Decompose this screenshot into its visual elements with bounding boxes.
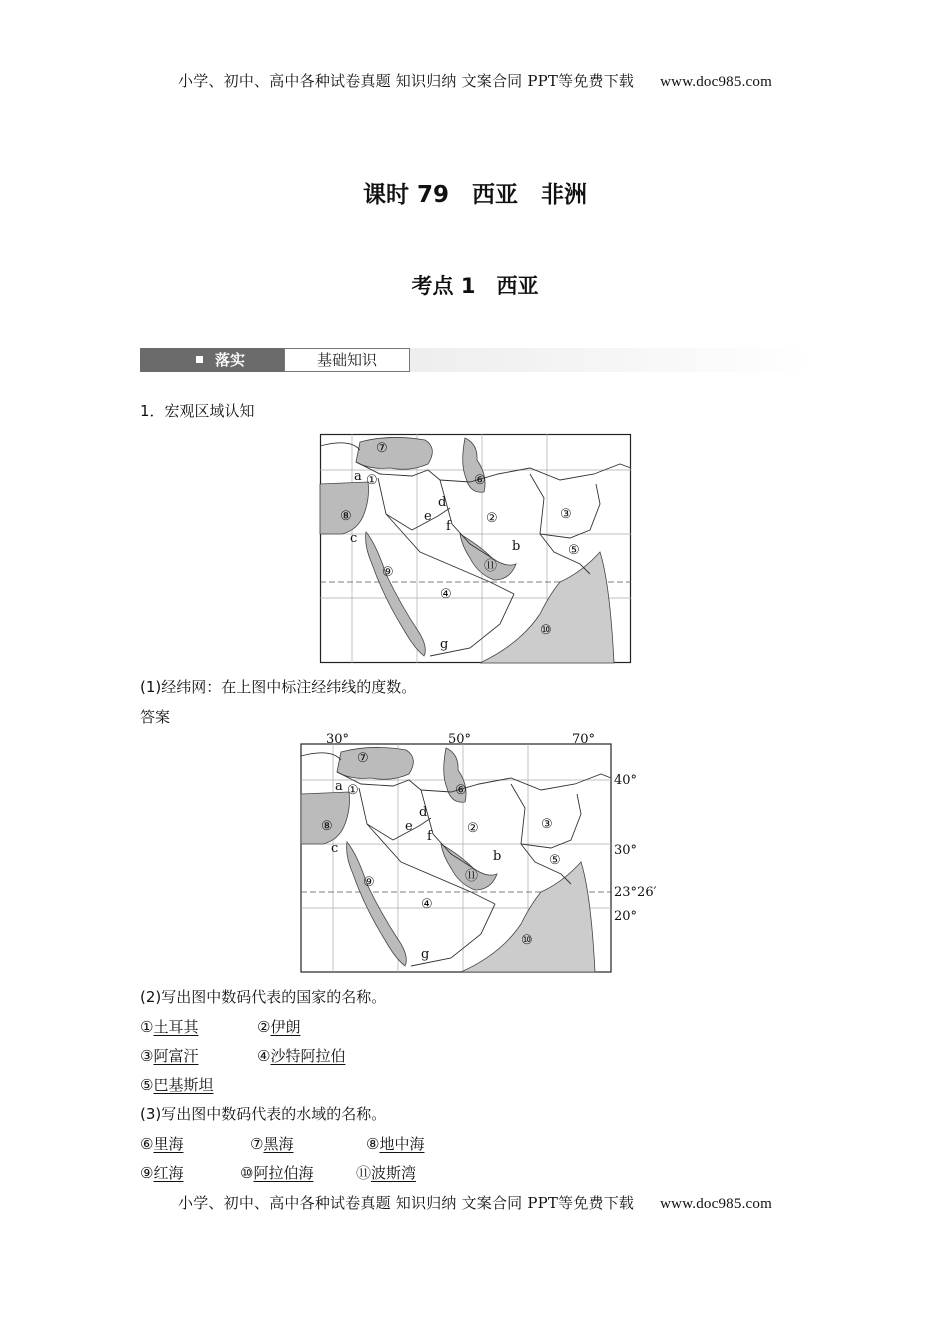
water-6: ⑥里海 <box>140 1135 184 1153</box>
west-asia-map <box>320 434 631 663</box>
page-title: 课时 79 西亚 非洲 <box>362 182 587 208</box>
svg-text:⑧: ⑧ <box>340 509 352 524</box>
section-banner <box>140 348 810 372</box>
header-url[interactable]: www.doc985.com <box>660 74 772 90</box>
svg-text:a: a <box>335 779 343 794</box>
section-title: 考点 1 西亚 <box>411 274 539 298</box>
svg-text:c: c <box>331 841 339 856</box>
svg-text:⑨: ⑨ <box>382 565 394 580</box>
water-8: ⑧地中海 <box>366 1135 425 1153</box>
lat-30: 30° <box>614 843 638 858</box>
svg-text:d: d <box>419 805 428 820</box>
page-header <box>0 70 950 91</box>
svg-text:b: b <box>493 849 502 864</box>
country-4: ④沙特阿拉伯 <box>257 1047 346 1065</box>
svg-text:⑤: ⑤ <box>568 543 580 558</box>
country-5: ⑤巴基斯坦 <box>140 1076 214 1094</box>
lon-50: 50° <box>448 732 472 747</box>
svg-text:e: e <box>424 509 432 524</box>
svg-text:e: e <box>405 819 413 834</box>
question-3: (3)写出图中数码代表的水域的名称。 <box>140 1105 387 1123</box>
svg-text:g: g <box>440 637 449 652</box>
svg-text:f: f <box>427 829 432 844</box>
page-footer <box>0 1192 950 1213</box>
question-1: (1)经纬网：在上图中标注经纬线的度数。 <box>140 678 417 696</box>
svg-text:c: c <box>350 531 358 546</box>
svg-text:⑩: ⑩ <box>521 933 533 948</box>
svg-text:④: ④ <box>421 897 433 912</box>
svg-text:⑪: ⑪ <box>484 559 498 574</box>
svg-text:⑥: ⑥ <box>474 473 486 488</box>
lat-tropic: 23°26′ <box>614 885 657 900</box>
answer-map <box>300 732 657 972</box>
svg-text:⑦: ⑦ <box>357 751 369 766</box>
banner-light: 基础知识 <box>284 348 410 372</box>
svg-text:③: ③ <box>560 507 572 522</box>
svg-text:⑤: ⑤ <box>549 853 561 868</box>
banner-dark <box>140 348 284 372</box>
svg-text:⑦: ⑦ <box>376 441 388 456</box>
water-11: ⑪波斯湾 <box>356 1164 417 1182</box>
svg-text:f: f <box>446 519 451 534</box>
header-text: 小学、初中、高中各种试卷真题 知识归纳 文案合同 PPT等免费下载 <box>178 72 635 90</box>
svg-text:②: ② <box>467 821 479 836</box>
lat-40: 40° <box>614 773 638 788</box>
country-2: ②伊朗 <box>257 1018 301 1036</box>
svg-text:⑪: ⑪ <box>465 869 479 884</box>
svg-text:①: ① <box>347 783 359 798</box>
question-2: (2)写出图中数码代表的国家的名称。 <box>140 988 387 1006</box>
svg-text:g: g <box>421 947 430 962</box>
water-7: ⑦黑海 <box>250 1135 294 1153</box>
country-1: ①土耳其 <box>140 1018 199 1036</box>
svg-text:d: d <box>438 495 447 510</box>
section-heading: 1．宏观区域认知 <box>140 402 255 420</box>
square-icon <box>196 356 203 363</box>
lat-20: 20° <box>614 909 638 924</box>
svg-text:⑩: ⑩ <box>540 623 552 638</box>
answer-label: 答案 <box>140 708 171 726</box>
svg-text:②: ② <box>486 511 498 526</box>
svg-text:①: ① <box>366 473 378 488</box>
svg-text:④: ④ <box>440 587 452 602</box>
lon-70: 70° <box>572 732 596 747</box>
footer-text: 小学、初中、高中各种试卷真题 知识归纳 文案合同 PPT等免费下载 <box>178 1194 635 1212</box>
svg-text:⑨: ⑨ <box>363 875 375 890</box>
svg-text:③: ③ <box>541 817 553 832</box>
svg-text:⑧: ⑧ <box>321 819 333 834</box>
svg-text:b: b <box>512 539 521 554</box>
svg-text:⑥: ⑥ <box>455 783 467 798</box>
water-10: ⑩阿拉伯海 <box>240 1164 314 1182</box>
footer-url[interactable]: www.doc985.com <box>660 1196 772 1212</box>
svg-text:a: a <box>354 469 362 484</box>
lon-30: 30° <box>326 732 350 747</box>
country-3: ③阿富汗 <box>140 1047 199 1065</box>
banner-dark-label: 落实 <box>215 351 246 369</box>
water-9: ⑨红海 <box>140 1164 184 1182</box>
